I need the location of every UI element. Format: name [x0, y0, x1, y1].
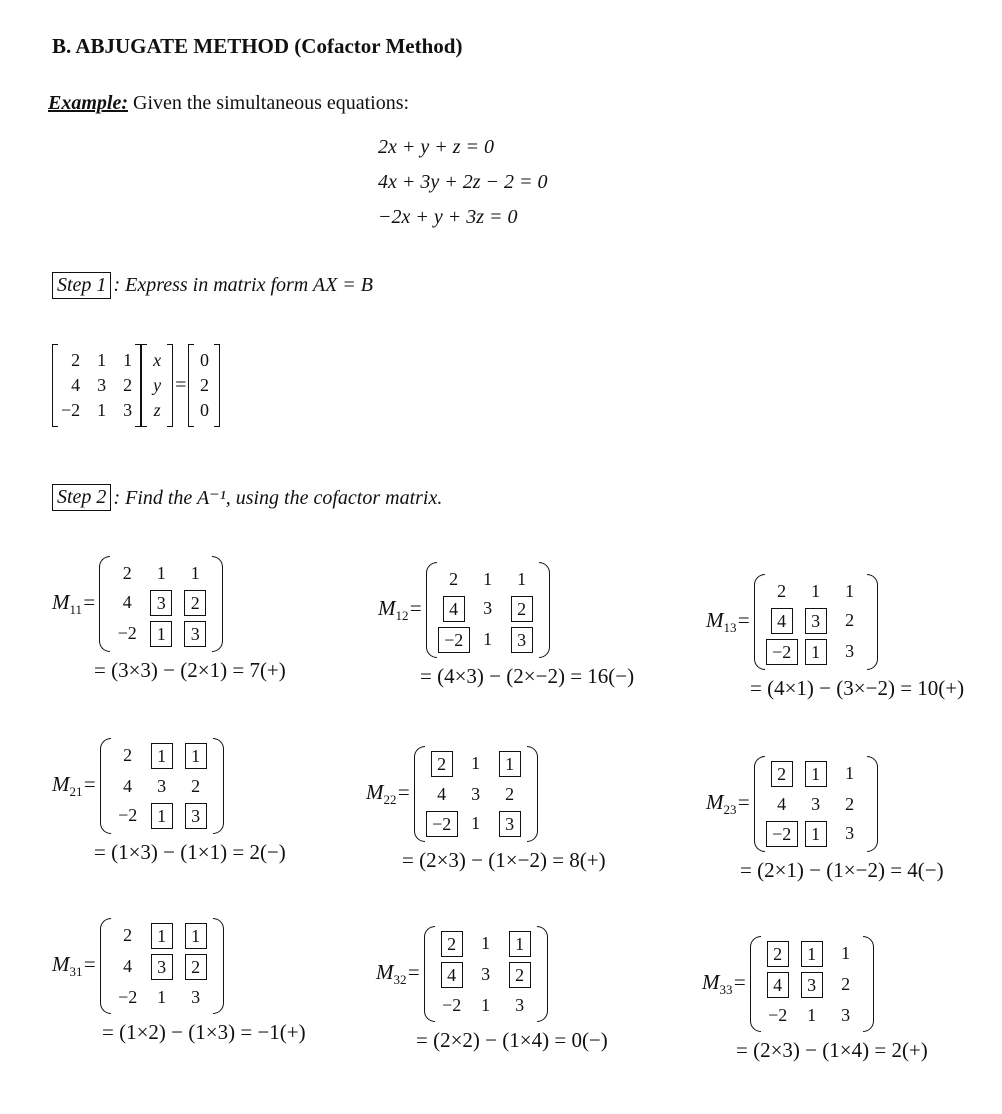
minor-block-m23: [706, 756, 944, 883]
example-intro: [48, 92, 409, 115]
minor-result: = (1×3) − (1×1) = 2(−): [94, 840, 286, 864]
minor-equals-sign: =: [82, 951, 97, 976]
minor-cell: 1: [190, 563, 200, 583]
minor-label: [52, 772, 97, 800]
minor-cell: 3: [151, 954, 173, 980]
minor-label: [366, 780, 411, 808]
minor-cell: 1: [151, 923, 173, 949]
minor-cell: 3: [801, 972, 823, 998]
vector-x-cell: z: [153, 400, 161, 420]
step-2-heading: [52, 484, 442, 511]
vector-b: [188, 344, 220, 427]
minor-cell: 3: [515, 995, 525, 1015]
minor-matrix-body: [750, 936, 874, 1032]
minor-cell: 1: [801, 941, 823, 967]
minor-label-letter: M: [378, 595, 396, 620]
minor-label-subscript: 12: [395, 608, 409, 624]
minor-cell: −2: [766, 639, 798, 665]
minor-cell: 3: [471, 784, 481, 804]
minor-cell: 1: [151, 743, 173, 769]
minor-block-m31: [52, 918, 306, 1045]
minor-matrix: [706, 574, 964, 670]
minor-label-letter: M: [706, 789, 724, 814]
equation-system: [378, 130, 548, 235]
minor-matrix-body: [754, 756, 878, 852]
matrix-a-cell: 1: [123, 350, 133, 370]
vector-b-cell: 0: [199, 400, 209, 420]
matrix-a-cell: 1: [97, 350, 107, 370]
minor-matrix-body: [100, 918, 224, 1014]
minor-cell: 2: [767, 941, 789, 967]
minor-result: = (2×3) − (1×−2) = 8(+): [402, 848, 606, 872]
minor-label-letter: M: [706, 607, 724, 632]
minor-label-subscript: 11: [69, 602, 83, 618]
minor-cell: −2: [766, 821, 798, 847]
minor-cell: 2: [777, 581, 787, 601]
matrix-a-cell: 3: [97, 375, 107, 395]
minor-matrix-body: [414, 746, 538, 842]
minor-cell: 2: [771, 761, 793, 787]
minor-label-letter: M: [702, 969, 720, 994]
minor-cell: 1: [805, 639, 827, 665]
step-1-heading: [52, 272, 373, 299]
example-label: Example:: [48, 92, 128, 114]
minor-label: [52, 952, 97, 980]
minor-cell: 1: [805, 761, 827, 787]
minor-matrix: [366, 746, 606, 842]
minor-cell: 4: [771, 608, 793, 634]
minor-matrix-body: [754, 574, 878, 670]
minor-cell: 2: [123, 925, 133, 945]
minor-equals-sign: =: [408, 595, 423, 620]
minor-cell: 1: [471, 813, 481, 833]
minor-label-letter: M: [366, 779, 384, 804]
minor-cell: 3: [191, 987, 201, 1007]
minor-cell: 1: [499, 751, 521, 777]
minor-block-m33: [702, 936, 928, 1063]
vector-x: [141, 344, 173, 427]
vector-x-cell: x: [153, 350, 162, 370]
minor-cell: 2: [122, 563, 132, 583]
minor-cell: 1: [185, 743, 207, 769]
minor-matrix: [702, 936, 928, 1032]
minor-cell: 1: [483, 629, 493, 649]
step-2-text: : Find the A⁻¹, using the cofactor matrix.: [113, 487, 443, 509]
minor-cell: 2: [123, 745, 133, 765]
minor-cell: 4: [443, 596, 465, 622]
minor-matrix: [52, 738, 286, 834]
minor-cell: 2: [191, 776, 201, 796]
minor-cell: 3: [150, 590, 172, 616]
example-text: Given the simultaneous equations:: [128, 92, 410, 114]
minor-cell: 1: [517, 569, 527, 589]
minor-cell: 3: [841, 1005, 851, 1025]
minor-cell: −2: [117, 623, 137, 643]
minor-equals-sign: =: [736, 789, 751, 814]
minor-cell: 1: [811, 581, 821, 601]
minor-result: = (2×2) − (1×4) = 0(−): [416, 1028, 608, 1052]
minor-cell: 4: [767, 972, 789, 998]
minor-cell: 4: [437, 784, 447, 804]
minor-matrix: [52, 556, 286, 652]
minor-cell: 1: [151, 803, 173, 829]
minor-cell: 3: [811, 794, 821, 814]
minor-label: [706, 608, 751, 636]
minor-cell: 2: [845, 610, 855, 630]
minor-label-subscript: 31: [69, 964, 83, 980]
minor-block-m13: [706, 574, 964, 701]
minor-cell: 4: [122, 592, 132, 612]
minor-equals-sign: =: [396, 779, 411, 804]
minor-label: [52, 590, 96, 618]
minor-cell: 1: [471, 753, 481, 773]
minor-matrix-body: [99, 556, 223, 652]
minor-cell: 4: [777, 794, 787, 814]
minor-equals-sign: =: [82, 771, 97, 796]
minor-cell: 2: [431, 751, 453, 777]
equation-2: 4x + 3y + 2z − 2 = 0: [378, 171, 548, 193]
minor-result: = (2×3) − (1×4) = 2(+): [736, 1038, 928, 1062]
minor-cell: −2: [442, 995, 462, 1015]
minor-label-subscript: 33: [719, 982, 733, 998]
matrix-a-cell: −2: [61, 400, 81, 420]
minor-cell: 1: [157, 987, 167, 1007]
minor-matrix: [706, 756, 944, 852]
minor-block-m22: [366, 746, 606, 873]
minor-cell: 3: [157, 776, 167, 796]
minor-cell: 2: [841, 974, 851, 994]
minor-label: [706, 790, 751, 818]
minor-label-subscript: 22: [383, 792, 397, 808]
minor-equals-sign: =: [406, 959, 421, 984]
minor-block-m11: [52, 556, 286, 683]
minor-result: = (2×1) − (1×−2) = 4(−): [740, 858, 944, 882]
minor-matrix: [52, 918, 306, 1014]
minor-matrix-body: [424, 926, 548, 1022]
minor-label: [378, 596, 423, 624]
minor-cell: 1: [805, 821, 827, 847]
step-1-box: Step 1: [52, 272, 111, 299]
matrix-a-cell: 2: [123, 375, 133, 395]
minor-label: [376, 960, 421, 988]
minor-cell: 1: [483, 569, 493, 589]
minor-matrix-body: [100, 738, 224, 834]
minor-label-subscript: 23: [723, 802, 737, 818]
minor-label-letter: M: [52, 951, 70, 976]
minor-cell: 1: [845, 581, 855, 601]
minor-cell: 2: [441, 931, 463, 957]
minor-equals-sign: =: [736, 607, 751, 632]
equation-3: −2x + y + 3z = 0: [378, 206, 518, 228]
minor-label-letter: M: [52, 589, 70, 614]
minor-block-m21: [52, 738, 286, 865]
minor-cell: 3: [845, 641, 855, 661]
minor-cell: 1: [150, 621, 172, 647]
vector-x-cell: y: [153, 375, 162, 395]
minor-cell: −2: [118, 987, 138, 1007]
minor-cell: −2: [438, 627, 470, 653]
equals-sign: =: [175, 374, 187, 396]
minor-matrix: [378, 562, 634, 658]
minor-matrix: [376, 926, 608, 1022]
minor-cell: 3: [185, 803, 207, 829]
minor-cell: 2: [449, 569, 459, 589]
section-title: B. ABJUGATE METHOD (Cofactor Method): [52, 34, 463, 58]
step-2-box: Step 2: [52, 484, 111, 511]
minor-cell: 3: [499, 811, 521, 837]
minor-cell: 4: [441, 962, 463, 988]
minor-cell: 1: [185, 923, 207, 949]
minor-cell: 1: [509, 931, 531, 957]
minor-equals-sign: =: [82, 589, 97, 614]
minor-result: = (4×1) − (3×−2) = 10(+): [750, 676, 965, 700]
minor-result: = (1×2) − (1×3) = −1(+): [102, 1020, 306, 1044]
minor-matrix-body: [426, 562, 550, 658]
minor-cell: 4: [123, 776, 133, 796]
minor-cell: 3: [805, 608, 827, 634]
minor-label-subscript: 21: [69, 784, 83, 800]
minor-cell: 1: [807, 1005, 817, 1025]
minor-cell: 2: [185, 954, 207, 980]
minor-cell: −2: [118, 805, 138, 825]
minor-result: = (4×3) − (2×−2) = 16(−): [420, 664, 635, 688]
minor-cell: 1: [481, 933, 491, 953]
step-1-text: : Express in matrix form AX = B: [113, 274, 374, 296]
matrix-a-cell: 4: [71, 375, 81, 395]
minor-label-subscript: 13: [723, 620, 737, 636]
minor-cell: 1: [841, 943, 851, 963]
minor-equals-sign: =: [732, 969, 747, 994]
minor-cell: 3: [481, 964, 491, 984]
minor-cell: 2: [184, 590, 206, 616]
matrix-equation: [52, 344, 220, 427]
minor-cell: 3: [184, 621, 206, 647]
minor-cell: 3: [483, 598, 493, 618]
minor-cell: 3: [845, 823, 855, 843]
minor-label-letter: M: [376, 959, 394, 984]
minor-cell: −2: [768, 1005, 788, 1025]
minor-label-letter: M: [52, 771, 70, 796]
minor-cell: 2: [509, 962, 531, 988]
minor-label: [702, 970, 747, 998]
minor-cell: 1: [481, 995, 491, 1015]
minor-cell: 1: [156, 563, 166, 583]
matrix-a: [52, 344, 141, 427]
vector-b-cell: 2: [199, 375, 209, 395]
equation-1: 2x + y + z = 0: [378, 136, 495, 158]
matrix-a-cell: 2: [71, 350, 81, 370]
matrix-a-cell: 3: [123, 400, 133, 420]
minor-cell: 4: [123, 956, 133, 976]
minor-cell: −2: [426, 811, 458, 837]
minor-label-subscript: 32: [393, 972, 407, 988]
minor-cell: 2: [511, 596, 533, 622]
minor-block-m12: [378, 562, 634, 689]
matrix-a-cell: 1: [97, 400, 107, 420]
minor-cell: 1: [845, 763, 855, 783]
vector-b-cell: 0: [199, 350, 209, 370]
minor-result: = (3×3) − (2×1) = 7(+): [94, 658, 286, 682]
minor-cell: 2: [505, 784, 515, 804]
minor-block-m32: [376, 926, 608, 1053]
minor-cell: 2: [845, 794, 855, 814]
minor-cell: 3: [511, 627, 533, 653]
